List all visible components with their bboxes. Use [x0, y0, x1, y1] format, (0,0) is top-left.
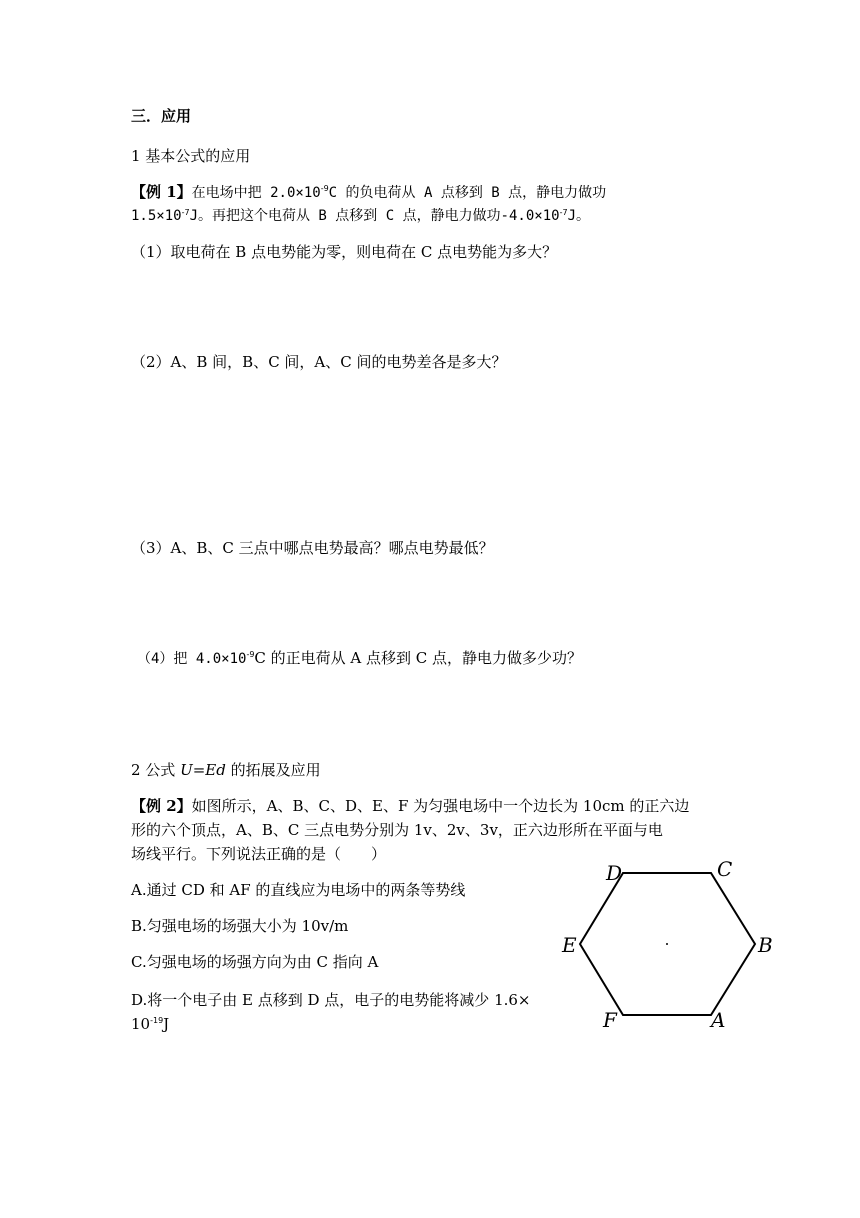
example-1-text-c: 1.5×10	[131, 208, 182, 224]
question-2: （2）A、B 间，B、C 间，A、C 间的电势差各是多大？	[131, 353, 507, 371]
example-2-label: 【例 2】	[131, 797, 192, 815]
subsection-1-heading: 1 基本公式的应用	[131, 147, 251, 165]
vertex-label-b: B	[758, 933, 773, 957]
example-1-label: 【例 1】	[131, 183, 192, 201]
exponent: -7	[181, 208, 190, 217]
example-1-text-e: J。	[567, 208, 590, 224]
example-2-line-1	[131, 796, 689, 816]
subsection-2-heading-a: 2 公式	[131, 761, 181, 779]
option-d-text-a: 10	[131, 1015, 151, 1033]
question-4-text-b: C 的正电荷从 A 点移到 C 点，静电力做多少功？	[254, 649, 583, 667]
example-1-line-2	[131, 206, 590, 226]
subsection-2-heading	[131, 760, 321, 780]
example-1-text-d: J。再把这个电荷从 B 点移到 C 点，静电力做功-4.0×10	[189, 208, 560, 224]
exponent: -9	[320, 184, 329, 193]
vertex-label-e: E	[562, 933, 577, 957]
exponent: -19	[150, 1016, 164, 1025]
example-2-text-a: 如图所示，A、B、C、D、E、F 为匀强电场中一个边长为 10cm 的正六边	[191, 797, 690, 815]
option-b: B.匀强电场的场强大小为 10v/m	[131, 917, 349, 935]
option-d-text-b: J	[163, 1015, 170, 1033]
exponent: -9	[246, 650, 255, 659]
hexagon-diagram	[560, 855, 780, 1035]
question-4	[137, 648, 582, 669]
question-4-text-a: （4）把 4.0×10	[137, 651, 247, 667]
option-d-line-2	[131, 1014, 169, 1034]
hexagon-figure	[560, 855, 780, 1035]
subsection-2-heading-b: 的拓展及应用	[225, 761, 321, 779]
option-d-line-1: D.将一个电子由 E 点移到 D 点，电子的电势能将减少 1.6×	[131, 991, 531, 1009]
vertex-label-a: A	[711, 1008, 726, 1032]
exponent: -7	[559, 208, 568, 217]
question-3: （3）A、B、C 三点中哪点电势最高？哪点电势最低？	[131, 539, 494, 557]
center-dot	[666, 943, 668, 945]
example-2-line-3: 场线平行。下列说法正确的是（ ）	[131, 845, 387, 863]
question-1: （1）取电荷在 B 点电势能为零，则电荷在 C 点电势能为多大？	[131, 243, 558, 261]
example-1-line-1	[131, 182, 606, 203]
vertex-label-c: C	[717, 857, 733, 881]
section-title: 三．应用	[131, 107, 192, 125]
option-c: C.匀强电场的场强方向为由 C 指向 A	[131, 953, 379, 971]
example-2-line-2: 形的六个顶点，A、B、C 三点电势分别为 1v、2v、3v，正六边形所在平面与电	[131, 821, 663, 839]
formula: U=Ed	[180, 761, 226, 779]
vertex-label-f: F	[603, 1008, 617, 1032]
option-a: A.通过 CD 和 AF 的直线应为电场中的两条等势线	[131, 881, 466, 899]
example-1-text-b: C 的负电荷从 A 点移到 B 点，静电力做功	[328, 185, 607, 201]
example-1-text-a: 在电场中把 2.0×10	[191, 185, 321, 201]
vertex-label-d: D	[606, 861, 623, 885]
